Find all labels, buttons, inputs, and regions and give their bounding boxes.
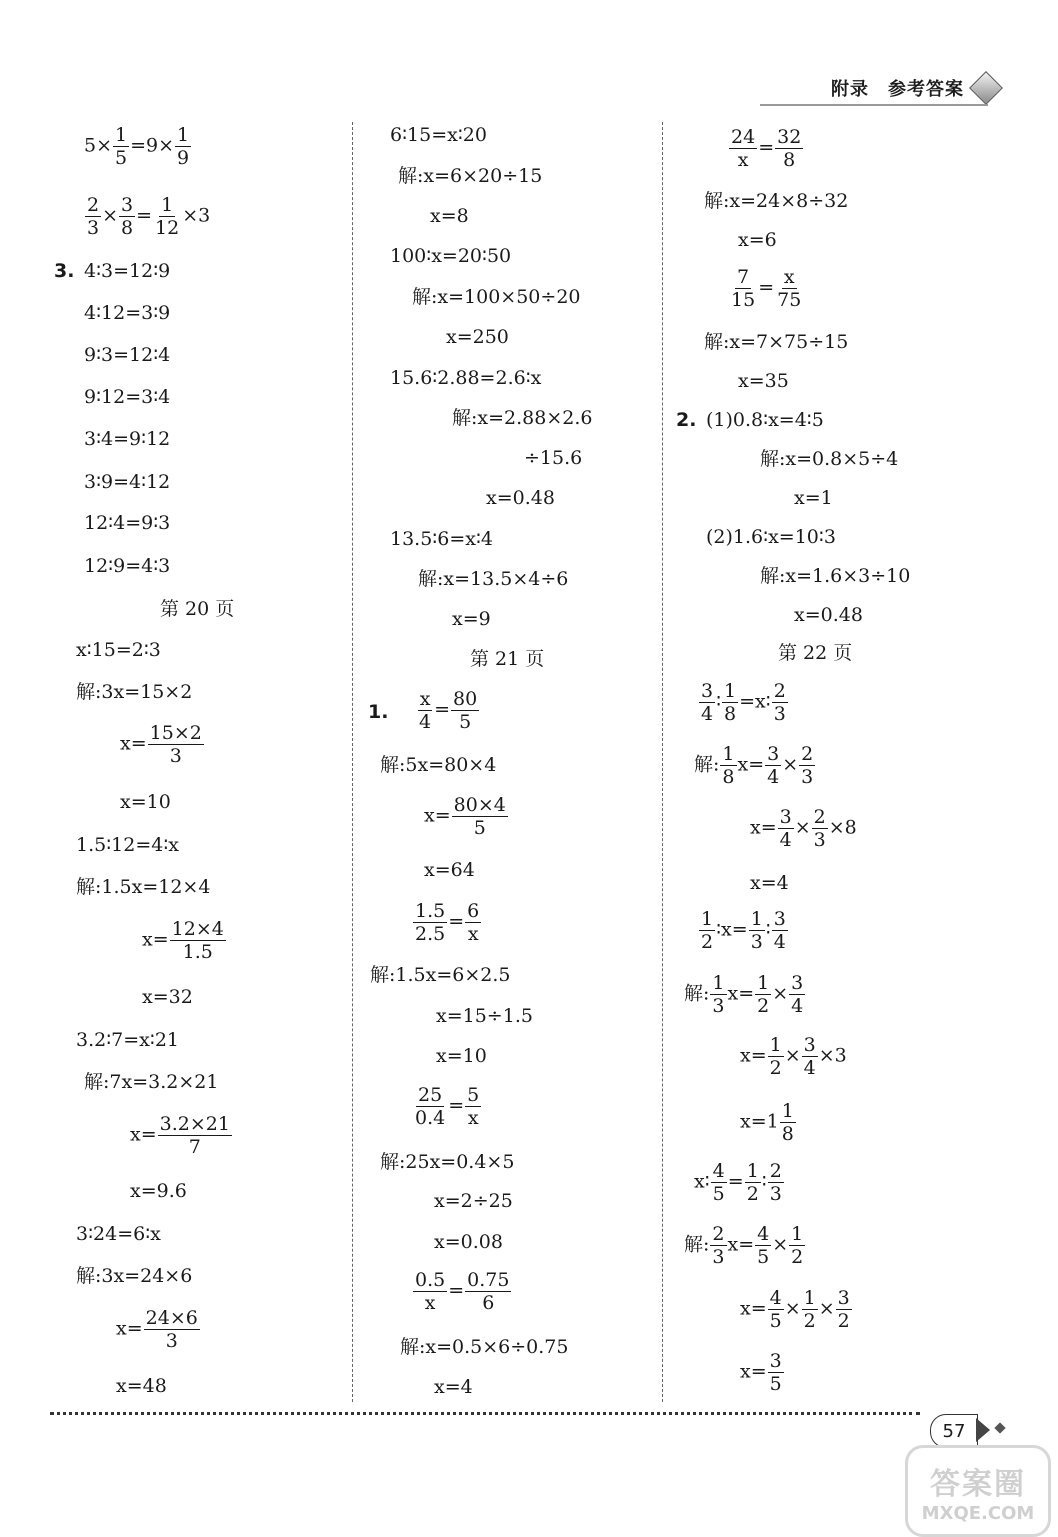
equation: $\frac{7}{15}$ = $\frac{x}{75}$ (731, 266, 802, 311)
solution-line: 解:x=13.5×4÷6 (418, 568, 569, 590)
solution-line: x=1 (794, 487, 833, 509)
question-number: 2. (676, 409, 697, 431)
equation: 5× $\frac{1}{5}$ =9× $\frac{1}{9}$ (84, 124, 190, 169)
equation: 15.6∶2.88=2.6∶x (390, 367, 542, 389)
solution-line: x= $\frac{3}{4}$ × $\frac{2}{3}$ ×8 (750, 806, 857, 851)
proportion-row: 3∶9=4∶12 (84, 471, 171, 493)
page-number: 57 (930, 1414, 978, 1448)
footer-dotted-rule (50, 1412, 920, 1415)
solution-line: x=0.48 (486, 487, 555, 509)
equation: $\frac{0.5}{x}$ = $\frac{0.75}{6}$ (415, 1269, 510, 1314)
solution-line: 解:x=24×8÷32 (704, 190, 849, 212)
equation: $\frac{2}{3}$ × $\frac{3}{8}$ = $\frac{1}{12}$ ×3 (87, 194, 211, 239)
solution-line: x= $\frac{3}{5}$ (740, 1350, 782, 1395)
solution-line: x=9 (452, 608, 491, 630)
header-title: 附录 参考答案 (831, 79, 964, 100)
page-heading: 第 21 页 (470, 648, 545, 670)
column-divider (662, 122, 663, 1402)
equation: 3∶24=6∶x (76, 1223, 161, 1245)
solution-line: 解:x=0.8×5÷4 (760, 448, 899, 470)
watermark-logo: 答案圈 MXQE.COM (905, 1445, 1051, 1537)
solution-line: x=9.6 (130, 1180, 187, 1202)
solution-line: x=35 (738, 370, 789, 392)
solution-line: 解:25x=0.4×5 (380, 1151, 515, 1173)
solution-line: x= $\frac{15\times 2}{3}$ (120, 722, 202, 767)
equation: x∶ $\frac{4}{5}$ = $\frac{1}{2}$ ∶ $\frac{2}{3}$ (694, 1160, 782, 1205)
equation: 100∶x=20∶50 (390, 245, 512, 267)
proportion-row: 9∶3=12∶4 (84, 344, 171, 366)
question-number: 3. (54, 260, 75, 282)
solution-line: x= $\frac{80\times 4}{5}$ (424, 794, 506, 839)
proportion-row: 4∶12=3∶9 (84, 302, 171, 324)
solution-line: 解: $\frac{1}{8}$ x= $\frac{3}{4}$ × $\frac{2}{3}$ (694, 743, 814, 788)
question-number: 1. (368, 701, 389, 723)
solution-line: 解:5x=80×4 (380, 754, 497, 776)
solution-line: x= $\frac{3.2\times 21}{7}$ (130, 1113, 230, 1158)
solution-line: 解:x=1.6×3÷10 (760, 565, 911, 587)
solution-line: 解:x=0.5×6÷0.75 (400, 1336, 569, 1358)
solution-line: 解:x=100×50÷20 (412, 286, 581, 308)
page-heading: 第 22 页 (778, 642, 853, 664)
solution-line: 解: $\frac{2}{3}$ x= $\frac{4}{5}$ × $\frac{1}{2}$ (684, 1223, 804, 1268)
equation: $\frac{3}{4}$ ∶ $\frac{1}{8}$ =x∶ $\frac{2}{3}$ (701, 680, 786, 725)
proportion-row: 4∶3=12∶9 (84, 260, 171, 282)
solution-line: x=15÷1.5 (436, 1005, 533, 1027)
arrow-right-icon (976, 1418, 990, 1442)
page-header (831, 70, 998, 106)
diamond-icon (969, 71, 1003, 105)
solution-line: 解:3x=24×6 (76, 1265, 193, 1287)
solution-line: x=6 (738, 229, 777, 251)
solution-line: x= $\frac{12\times 4}{1.5}$ (142, 918, 224, 963)
solution-line: x= $\frac{4}{5}$ × $\frac{1}{2}$ × $\frac{3}{2}$ (740, 1287, 850, 1332)
solution-line: x= $\frac{24\times 6}{3}$ (116, 1307, 198, 1352)
solution-line: 解:1.5x=12×4 (76, 876, 211, 898)
solution-line: x=4 (750, 872, 789, 894)
equation: $\frac{25}{0.4}$ = $\frac{5}{x}$ (415, 1084, 480, 1129)
solution-line: x=2÷25 (434, 1190, 513, 1212)
solution-line: x=0.08 (434, 1231, 503, 1253)
proportion-row: 3∶4=9∶12 (84, 428, 171, 450)
solution-line: x=10 (436, 1045, 487, 1067)
equation: $\frac{24}{x}$ = $\frac{32}{8}$ (731, 126, 802, 171)
equation: (1)0.8∶x=4∶5 (706, 409, 824, 431)
equation: $\frac{1}{2}$ ∶x= $\frac{1}{3}$ ∶ $\frac{3}{4}$ (701, 908, 786, 953)
solution-line: x=8 (430, 205, 469, 227)
equation: $\frac{1.5}{2.5}$ = $\frac{6}{x}$ (415, 900, 480, 945)
solution-line: 解: $\frac{1}{3}$ x= $\frac{1}{2}$ × $\frac{3}{4}$ (684, 972, 804, 1017)
equation: (2)1.6∶x=10∶3 (706, 526, 836, 548)
equation: 6∶15=x∶20 (390, 124, 487, 146)
solution-line: x=4 (434, 1376, 473, 1398)
solution-line: x=250 (446, 326, 509, 348)
equation: x∶15=2∶3 (76, 639, 161, 661)
equation: 1.5∶12=4∶x (76, 834, 180, 856)
proportion-row: 12∶9=4∶3 (84, 555, 171, 577)
solution-line: 解:x=7×75÷15 (704, 331, 849, 353)
proportion-row: 9∶12=3∶4 (84, 386, 171, 408)
column-divider (352, 122, 353, 1402)
solution-line: x=0.48 (794, 604, 863, 626)
proportion-row: 12∶4=9∶3 (84, 512, 171, 534)
solution-line: x=32 (142, 986, 193, 1008)
solution-line: x=1 $\frac{1}{8}$ (740, 1100, 794, 1145)
solution-line: 解:x=2.88×2.6 (452, 407, 593, 429)
page-heading: 第 20 页 (160, 598, 235, 620)
solution-line: 解:1.5x=6×2.5 (370, 964, 511, 986)
solution-line: 解:3x=15×2 (76, 681, 193, 703)
equation: 13.5∶6=x∶4 (390, 528, 494, 550)
equation: 3.2∶7=x∶21 (76, 1029, 180, 1051)
solution-line: x= $\frac{1}{2}$ × $\frac{3}{4}$ ×3 (740, 1034, 847, 1079)
solution-line: x=48 (116, 1375, 167, 1397)
solution-line: x=10 (120, 791, 171, 813)
diamond-dot-icon (994, 1422, 1005, 1433)
solution-line: 解:x=6×20÷15 (398, 165, 543, 187)
equation: $\frac{x}{4}$ = $\frac{80}{5}$ (419, 688, 478, 733)
header-rule (760, 104, 988, 106)
solution-line: x=64 (424, 859, 475, 881)
solution-line: 解:7x=3.2×21 (84, 1071, 219, 1093)
solution-line: ÷15.6 (524, 447, 583, 469)
